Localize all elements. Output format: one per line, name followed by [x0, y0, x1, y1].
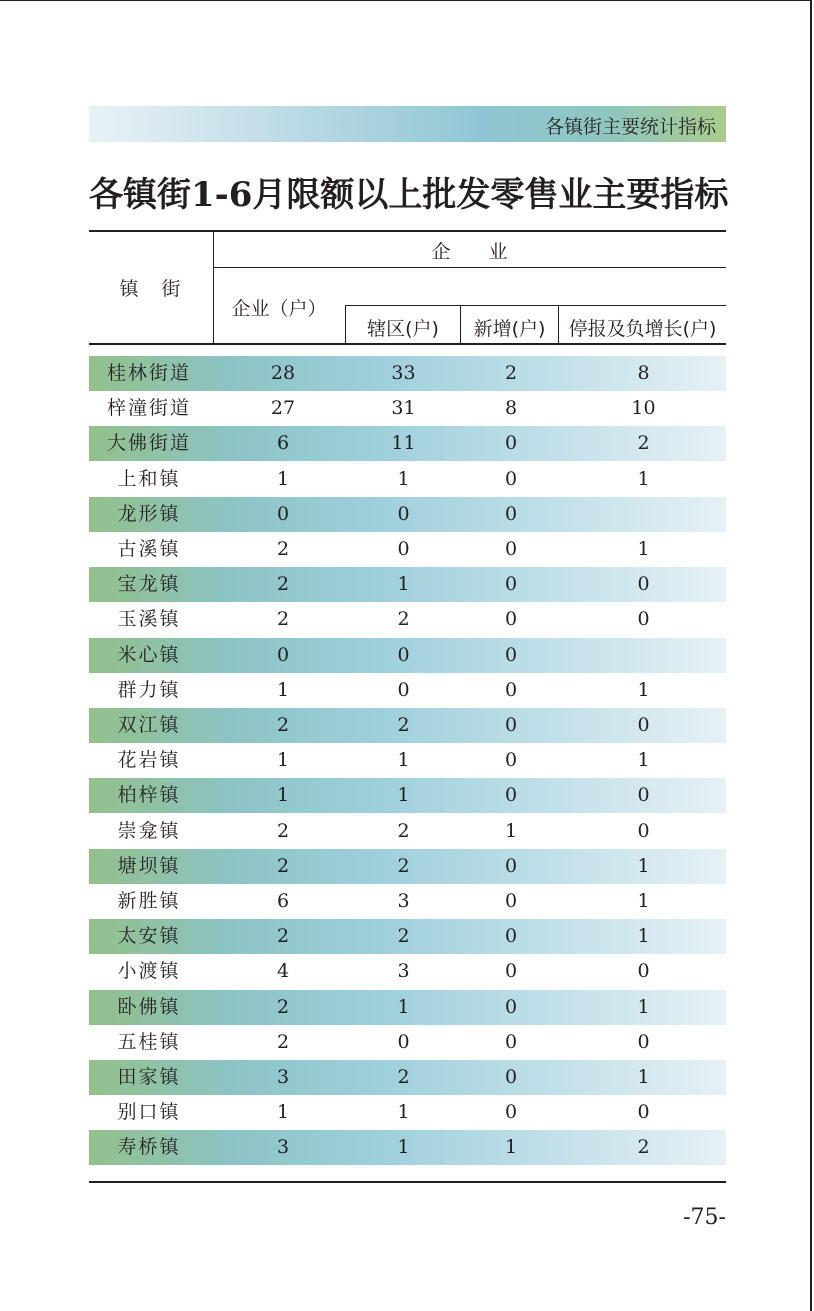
group-header-rule: [213, 267, 726, 268]
stopped-cell: 1: [637, 678, 650, 701]
page-number: -75-: [683, 1205, 726, 1230]
new-cell: 0: [504, 1030, 518, 1053]
new-cell: 0: [504, 502, 518, 525]
new-cell: 0: [504, 538, 518, 560]
new-cell: 0: [504, 1066, 518, 1088]
new-cell: 0: [504, 960, 518, 983]
table-row: [89, 849, 726, 884]
table-row: [89, 778, 726, 813]
district-cell: 1: [397, 749, 410, 772]
table-bottom-rule: [89, 1181, 726, 1183]
town-name-cell: 桂林街道: [106, 362, 191, 384]
district-cell: 2: [397, 608, 410, 631]
town-name-cell: 太安镇: [117, 925, 181, 948]
new-cell: 0: [504, 467, 518, 490]
district-cell: 0: [397, 502, 410, 525]
town-name-cell: 田家镇: [117, 1066, 181, 1088]
town-name-cell: 卧佛镇: [117, 995, 181, 1018]
table-row: [89, 426, 726, 461]
enterprise-cell: 1: [276, 749, 290, 772]
district-cell: 0: [397, 678, 410, 701]
table-row: [89, 1060, 726, 1095]
stopped-cell: 1: [637, 925, 650, 948]
district-cell: 11: [391, 432, 416, 455]
new-cell: 8: [504, 397, 518, 420]
enterprise-cell: 2: [276, 573, 290, 596]
district-cell: 0: [397, 643, 410, 666]
district-cell: 3: [397, 960, 410, 983]
town-name-cell: 龙形镇: [117, 502, 181, 525]
new-cell: 0: [504, 995, 518, 1018]
district-cell: 0: [397, 1030, 410, 1053]
enterprise-cell: 3: [276, 1066, 290, 1088]
town-name-cell: 大佛街道: [106, 432, 191, 455]
town-name-cell: 玉溪镇: [117, 608, 181, 631]
district-cell: 33: [391, 362, 416, 384]
table-row: [89, 743, 726, 778]
district-cell: 1: [397, 467, 410, 490]
new-cell: 0: [504, 925, 518, 948]
town-name-cell: 小渡镇: [117, 960, 181, 983]
table-row: [89, 602, 726, 637]
district-cell: 3: [397, 890, 410, 912]
table-row: [89, 462, 726, 497]
stopped-cell: 1: [637, 1066, 650, 1088]
enterprise-cell: 4: [276, 960, 290, 983]
new-cell: 0: [504, 749, 518, 772]
enterprise-cell: 28: [270, 362, 296, 384]
stopped-cell: 0: [637, 573, 650, 596]
table-row: [89, 1130, 726, 1165]
town-name-cell: 塘坝镇: [117, 854, 181, 877]
new-cell: 0: [504, 714, 518, 736]
stopped-cell: [561, 497, 726, 532]
stopped-cell: 10: [631, 397, 656, 420]
new-cell: 0: [504, 643, 518, 666]
table-row: [89, 1095, 726, 1130]
enterprise-cell: 2: [276, 819, 290, 842]
column-header-new: 新增(户): [473, 318, 546, 340]
town-name-cell: 宝龙镇: [117, 573, 181, 596]
table-top-rule: [89, 230, 726, 232]
town-name-cell: 别口镇: [117, 1101, 181, 1124]
new-cell: 0: [504, 784, 518, 807]
page-border-top: [0, 0, 812, 1]
column-header-district: 辖区(户): [367, 318, 439, 340]
table-row: [89, 814, 726, 849]
enterprise-cell: 2: [276, 925, 290, 948]
enterprise-cell: 2: [276, 1030, 290, 1053]
stopped-cell: 1: [637, 854, 650, 877]
stopped-cell: [561, 638, 726, 673]
column-header-stopped: 停报及负增长(户): [568, 318, 717, 340]
enterprise-cell: 1: [276, 467, 290, 490]
table-row: [89, 567, 726, 602]
enterprise-cell: 2: [276, 538, 290, 560]
enterprise-cell: 6: [276, 890, 290, 912]
town-name-cell: 米心镇: [117, 643, 181, 666]
new-cell: 0: [504, 432, 518, 455]
table-row: [89, 356, 726, 391]
town-name-cell: 崇龛镇: [117, 819, 181, 842]
town-name-cell: 双江镇: [117, 714, 181, 736]
stopped-cell: 1: [637, 467, 650, 490]
page-title: 各镇街1-6月限额以上批发零售业主要指标: [89, 175, 729, 215]
table-row: [89, 532, 726, 567]
stopped-cell: 0: [637, 1030, 650, 1053]
table-row: [89, 919, 726, 954]
stopped-cell: 0: [637, 960, 650, 983]
enterprise-cell: 0: [276, 643, 290, 666]
district-cell: 2: [397, 714, 410, 736]
stopped-cell: 0: [637, 784, 650, 807]
district-cell: 1: [397, 1136, 410, 1159]
town-name-cell: 古溪镇: [117, 538, 181, 560]
table-row: [89, 391, 726, 426]
district-cell: 2: [397, 925, 410, 948]
enterprise-cell: 1: [276, 1101, 290, 1124]
new-cell: 2: [504, 362, 518, 384]
stopped-cell: 8: [637, 362, 650, 384]
district-cell: 1: [397, 1101, 410, 1124]
town-name-cell: 花岩镇: [117, 749, 181, 772]
town-name-cell: 梓潼街道: [106, 397, 191, 420]
stopped-cell: 1: [637, 538, 650, 560]
town-name-cell: 寿桥镇: [117, 1136, 181, 1159]
page-border-right: [810, 0, 812, 1311]
stopped-cell: 2: [637, 1136, 650, 1159]
stopped-cell: 2: [637, 432, 650, 455]
enterprise-cell: 0: [276, 502, 290, 525]
new-cell: 0: [504, 854, 518, 877]
enterprise-cell: 2: [276, 608, 290, 631]
stopped-cell: 0: [637, 819, 650, 842]
table-row: [89, 884, 726, 919]
stopped-cell: 1: [637, 890, 650, 912]
stopped-cell: 0: [637, 1101, 650, 1124]
new-cell: 1: [504, 819, 518, 842]
stopped-cell: 0: [637, 608, 650, 631]
district-cell: 2: [397, 819, 410, 842]
town-name-cell: 新胜镇: [117, 890, 181, 912]
district-cell: 1: [397, 573, 410, 596]
town-name-cell: 上和镇: [117, 467, 181, 490]
district-cell: 2: [397, 854, 410, 877]
table-row: [89, 954, 726, 989]
district-cell: 0: [397, 538, 410, 560]
district-cell: 1: [397, 784, 410, 807]
new-cell: 0: [504, 678, 518, 701]
enterprise-cell: 2: [276, 854, 290, 877]
subheader-top-rule: [345, 305, 726, 306]
column-group-enterprise: 企 业: [431, 241, 508, 263]
enterprise-cell: 2: [276, 714, 290, 736]
district-cell: 31: [391, 397, 416, 420]
town-name-cell: 五桂镇: [117, 1030, 181, 1053]
header-bottom-rule: [89, 343, 726, 345]
table-row: [89, 673, 726, 708]
table-row: [89, 638, 726, 673]
enterprise-cell: 27: [270, 397, 296, 420]
enterprise-cell: 3: [276, 1136, 290, 1159]
enterprise-cell: 2: [276, 995, 290, 1018]
column-header-town: 镇 街: [119, 278, 183, 300]
new-cell: 0: [504, 1101, 518, 1124]
new-cell: 0: [504, 573, 518, 596]
section-title: 各镇街主要统计指标: [544, 116, 716, 138]
stopped-cell: 1: [637, 995, 650, 1018]
stopped-cell: 0: [637, 714, 650, 736]
table-row: [89, 1025, 726, 1060]
new-cell: 0: [504, 890, 518, 912]
district-cell: 1: [397, 995, 410, 1018]
new-cell: 1: [504, 1136, 518, 1159]
town-name-cell: 柏梓镇: [117, 784, 181, 807]
table-row: [89, 708, 726, 743]
table-row: [89, 990, 726, 1025]
enterprise-cell: 6: [276, 432, 290, 455]
town-name-cell: 群力镇: [117, 678, 181, 701]
column-header-enterprise: 企业（户）: [231, 298, 327, 320]
district-cell: 2: [397, 1066, 410, 1088]
new-cell: 0: [504, 608, 518, 631]
enterprise-cell: 1: [276, 678, 290, 701]
stopped-cell: 1: [637, 749, 650, 772]
table-row: [89, 497, 726, 532]
section-banner: [89, 106, 726, 142]
enterprise-cell: 1: [276, 784, 290, 807]
